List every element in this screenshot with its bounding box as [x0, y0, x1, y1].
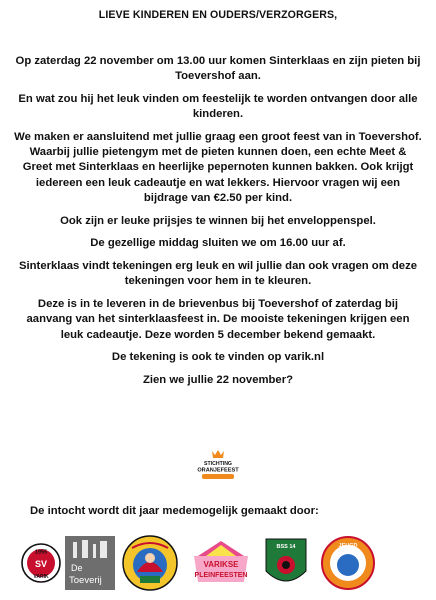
sv-varik-logo [20, 537, 62, 589]
pleinfeesten-line2: PLEINFEESTEN [194, 572, 248, 579]
badge-ribbon [202, 474, 234, 479]
paragraph-arrival: Op zaterdag 22 november om 13.00 uur komen Sinterklaas en zijn pieten bij Toevershof aan. [15, 55, 421, 83]
paragraph-party: We maken er aansluitend met jullie graag een groot feest van in Toevershof. Waarbij jullie pietengym met de pieten kunnen doen, een echte Meet & Greet met Sinterklaas en heerlijke pepernoten kunnen bakken. Ook krijgt iedereen een leuk cadeautje en wat lekkers. Hiervoor vragen wij een bijdrage van €2.50 per kind. [14, 131, 422, 204]
sponsor-intro: De intocht wordt dit jaar medemogelijk gemaakt door: [30, 505, 319, 517]
badge-line1: STICHTING [204, 461, 232, 467]
paragraph-website: De tekening is ook te vinden op varik.nl [111, 351, 325, 364]
paragraph-closing-time: De gezellige middag sluiten we om 16.00 uur af. [90, 237, 346, 250]
jeugd-label: JEUGD [338, 543, 358, 549]
toeverij-line1: De [71, 563, 83, 573]
feest-illustration-logo [120, 534, 180, 592]
paragraph-submission: Deze is in te leveren in de brievenbus bij Toevershof of zaterdag bij aanvang van het sinterklaasfeest in. De mooiste tekeningen krijgen een leuk cadeautje. Deze worden 5 december bekend gemaakt. [26, 298, 410, 341]
letter-body [14, 54, 422, 396]
crown-icon [212, 450, 224, 458]
toeverij-logo [65, 536, 115, 590]
paragraph-welcome: En wat zou hij het leuk vinden om feestelijk te worden ontvangen door alle kinderen. [18, 93, 418, 121]
paragraph-prizes: Ook zijn er leuke prijsjes te winnen bij het enveloppenspel. [60, 214, 376, 227]
badge-line2: ORANJEFEEST [197, 467, 239, 474]
bss-logo [264, 537, 308, 591]
sv-varik-name: SV [34, 559, 48, 569]
bss-label: BSS 14 [276, 544, 296, 550]
paragraph-see-you: Zien we jullie 22 november? [142, 374, 294, 387]
letter-heading: LIEVE KINDEREN EN OUDERS/VERZORGERS, [98, 9, 338, 21]
oranjefeest-logo [196, 449, 240, 483]
toeverij-line2: Toeverij [69, 575, 102, 586]
paragraph-drawings: Sinterklaas vindt tekeningen erg leuk en wil jullie dan ook vragen om deze tekeningen voor hem in te kleuren. [18, 260, 417, 288]
pleinfeesten-line1: VARIKSE [203, 560, 239, 569]
jeugd-logo [320, 535, 376, 591]
sv-varik-year: 1955 [34, 549, 48, 556]
sv-varik-place: VARIK [33, 574, 49, 580]
sponsor-logos [20, 534, 420, 594]
varikse-pleinfeesten-logo [188, 538, 254, 588]
